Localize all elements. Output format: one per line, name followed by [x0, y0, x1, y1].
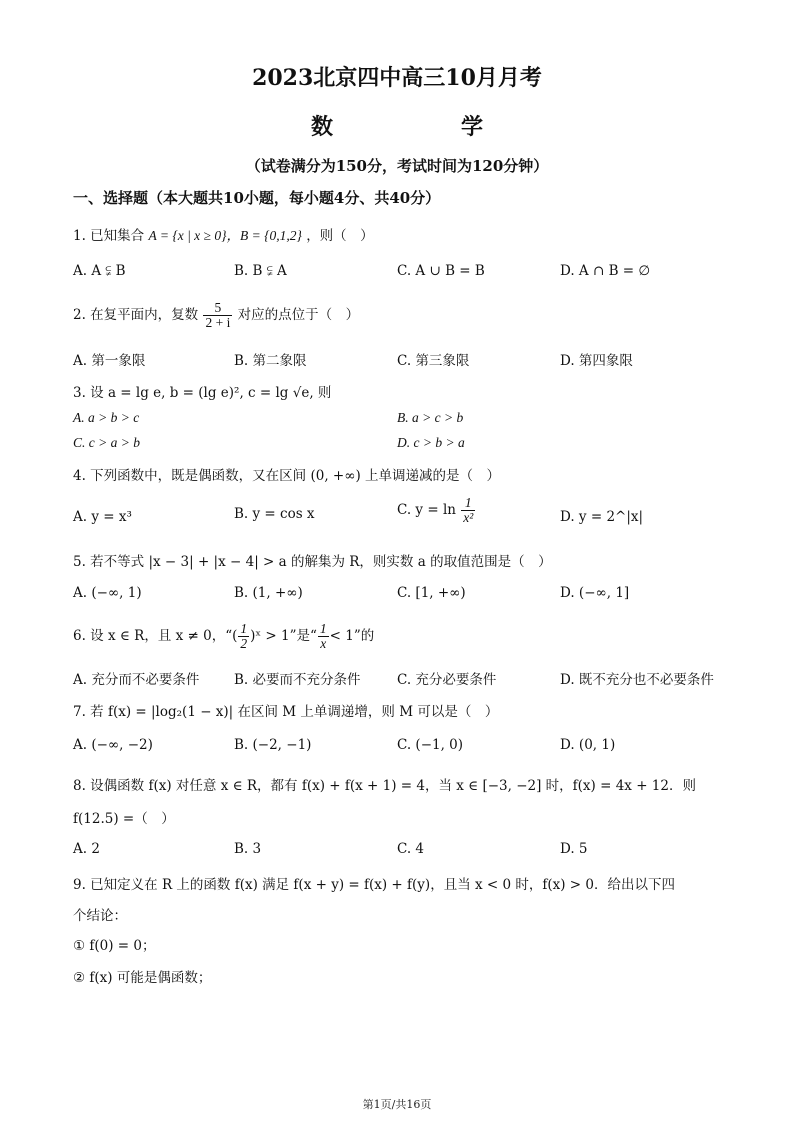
- q7-option-b: B. (−2, −1): [234, 737, 312, 753]
- q1-option-b: B. B ⫋ A: [234, 263, 287, 279]
- q1-option-c: C. A ∪ B = B: [397, 263, 485, 279]
- q7-option-c: C. (−1, 0): [397, 737, 464, 753]
- q4-option-d: D. y = 2^|x|: [560, 509, 644, 525]
- question-6-half: [238, 622, 249, 651]
- fraction-numerator: 5: [203, 301, 232, 316]
- question-9-conclusion-2: ② f(x) 可能是偶函数；: [73, 970, 212, 986]
- q2-option-b: B. 第二象限: [234, 353, 307, 369]
- q2-option-d: D. 第四象限: [560, 353, 633, 369]
- q5-option-c: C. [1, +∞): [397, 585, 466, 601]
- q7-option-a: A. (−∞, −2): [73, 737, 153, 753]
- question-9-line-1: 9. 已知定义在 R 上的函数 f(x) 满足 f(x + y) = f(x) + f(y)，且当 x < 0 时，f(x) > 0．给出以下四: [73, 877, 675, 893]
- subject-title: 数 学: [310, 114, 511, 140]
- q3-option-c: C. c > a > b: [73, 435, 140, 450]
- question-6-tail: < 1”的: [329, 628, 375, 645]
- question-6-mid: )ˣ > 1”是“: [250, 628, 317, 645]
- question-1-tail: ，则（ ）: [306, 228, 374, 244]
- question-6: [73, 622, 374, 651]
- question-9-conclusion-1: ① f(0) = 0；: [73, 938, 156, 954]
- q4-option-c-fraction: [461, 496, 475, 525]
- question-8-line-2: f(12.5) =（ ）: [73, 811, 175, 827]
- question-5: 5. 若不等式 |x − 3| + |x − 4| > a 的解集为 R，则实数 a 的取值范围是（ ）: [73, 554, 552, 570]
- q4-option-c-lead: C. y = ln: [397, 502, 456, 519]
- fraction-numerator: 1: [319, 621, 327, 636]
- question-9-line-2: 个结论：: [73, 908, 127, 924]
- question-1: [73, 224, 374, 244]
- page-footer: 第1页/共16页: [362, 1098, 432, 1111]
- q8-option-b: B. 3: [234, 841, 262, 857]
- q4-option-c: [397, 496, 476, 525]
- q3-option-a: A. a > b > c: [73, 410, 140, 425]
- question-1-lead: 1. 已知集合: [73, 228, 145, 244]
- q4-option-a: A. y = x³: [73, 509, 132, 525]
- question-1-math: A = {x | x ≥ 0}，B = {0,1,2}: [148, 228, 302, 243]
- fraction-numerator: 1: [240, 621, 248, 636]
- exam-note: （试卷满分为150分，考试时间为120分钟）: [245, 157, 549, 175]
- q3-option-b: B. a > c > b: [397, 410, 464, 425]
- q3-option-d: D. c > b > a: [397, 435, 465, 450]
- q8-option-c: C. 4: [397, 841, 425, 857]
- q5-option-d: D. (−∞, 1]: [560, 585, 630, 601]
- q8-option-d: D. 5: [560, 841, 588, 857]
- q2-option-c: C. 第三象限: [397, 353, 470, 369]
- question-3: 3. 设 a = lg e, b = (lg e)², c = lg √e, 则: [73, 385, 332, 401]
- q5-option-a: A. (−∞, 1): [73, 585, 142, 601]
- fraction-denominator: 2: [240, 636, 248, 652]
- fraction-denominator: 2 + i: [205, 315, 231, 331]
- q2-option-a: A. 第一象限: [73, 353, 146, 369]
- page-title: 2023北京四中高三10月月考: [252, 65, 542, 91]
- question-8-line-1: 8. 设偶函数 f(x) 对任意 x ∈ R，都有 f(x) + f(x + 1) = 4，当 x ∈ [−3, −2] 时，f(x) = 4x + 12．则: [73, 778, 696, 794]
- question-2-lead: 2. 在复平面内，复数: [73, 307, 199, 324]
- q1-option-a: A. A ⫋ B: [73, 263, 126, 279]
- q8-option-a: A. 2: [73, 841, 100, 857]
- q6-option-d: D. 既不充分也不必要条件: [560, 672, 714, 688]
- q6-option-a: A. 充分而不必要条件: [73, 672, 200, 688]
- question-6-inverse: [318, 622, 329, 651]
- q6-option-c: C. 充分必要条件: [397, 672, 497, 688]
- question-4: 4. 下列函数中，既是偶函数，又在区间 (0, +∞) 上单调递减的是（ ）: [73, 468, 501, 484]
- fraction-denominator: x: [320, 636, 327, 652]
- q4-option-b: B. y = cos x: [234, 506, 315, 522]
- q5-option-b: B. (1, +∞): [234, 585, 303, 601]
- question-2-fraction: [203, 301, 232, 330]
- question-7: 7. 若 f(x) = |log₂(1 − x)| 在区间 M 上单调递增，则 M 可以是（ ）: [73, 704, 499, 720]
- fraction-denominator: x²: [463, 510, 474, 526]
- section-heading: 一、选择题（本大题共10小题，每小题4分、共40分）: [73, 189, 441, 207]
- question-2-tail: 对应的点位于（ ）: [237, 307, 360, 324]
- fraction-numerator: 1: [461, 496, 475, 511]
- question-6-lead: 6. 设 x ∈ R，且 x ≠ 0，“(: [73, 628, 238, 645]
- q1-option-d: D. A ∩ B = ∅: [560, 263, 651, 279]
- q7-option-d: D. (0, 1): [560, 737, 616, 753]
- question-2: [73, 301, 359, 330]
- q6-option-b: B. 必要而不充分条件: [234, 672, 361, 688]
